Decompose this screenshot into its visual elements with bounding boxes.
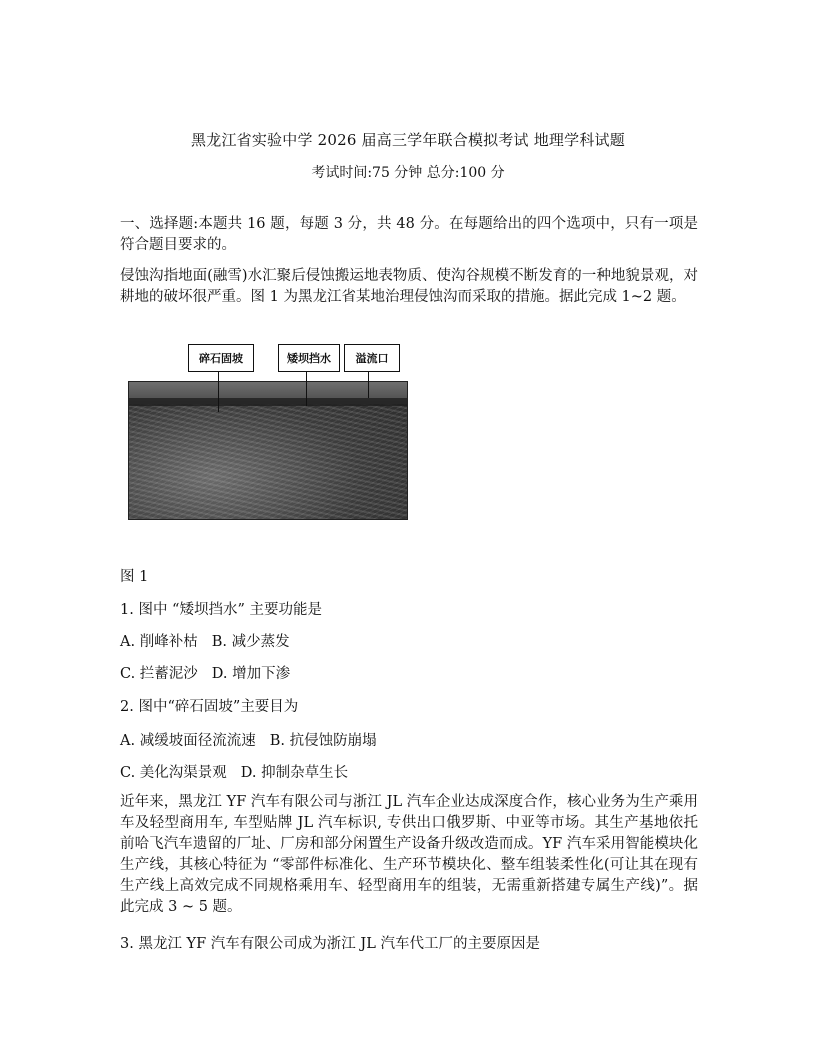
q1-option-b[interactable]: B. 减少蒸发 <box>211 634 290 650</box>
figure-caption: 图 1 <box>120 569 149 585</box>
section-instructions: 一、选择题:本题共 16 题，每题 3 分，共 48 分。在每题给出的四个选项中，只有一项是符合题目要求的。 <box>120 216 698 253</box>
exam-subtitle: 考试时间:75 分钟 总分:100 分 <box>311 165 505 181</box>
passage-yf-auto: 近年来，黑龙江 YF 汽车有限公司与浙江 JL 汽车企业达成深度合作，核心业务为生产乘用车及轻型商用车, 车型贴牌 JL 汽车标识, 专供出口俄罗斯、中亚等市场。其生产基地依托前哈飞汽车遗留的厂址、厂房和部分闲置生产设备升级改造而成。YF 汽车采用智能模块化生产线，其核心特征为 “零部件标准化、生产环节模块化、整车组装柔性化(可让其在现有生产线上高效完成不同规格乘用车、轻型商用车的组装，无需重新搭建专属生产线)”。据此完成 3 ~ 5 题。 <box>120 794 698 915</box>
callout-spillway: 溢流口 <box>344 344 400 372</box>
pointer-spillway <box>368 372 369 398</box>
question-1-options-row1 <box>120 630 290 651</box>
callout-gravel-slope: 碎石固坡 <box>188 344 254 372</box>
pointer-gravel-slope <box>218 372 219 412</box>
q1-option-a[interactable]: A. 削峰补枯 <box>120 634 198 650</box>
passage-erosion-gully: 侵蚀沟指地面(融雪)水汇聚后侵蚀搬运地表物质、使沟谷规模不断发育的一种地貌景观，对耕地的破坏很严重。图 1 为黑龙江省某地治理侵蚀沟而采取的措施。据此完成 1~2 题。 <box>120 268 698 305</box>
callout-low-dam: 矮坝挡水 <box>278 344 340 372</box>
q2-option-b[interactable]: B. 抗侵蚀防崩塌 <box>269 733 377 749</box>
gully-photo <box>128 381 408 520</box>
q2-option-a[interactable]: A. 减缓坡面径流流速 <box>120 733 256 749</box>
question-1-options-row2 <box>120 662 290 683</box>
pointer-low-dam <box>306 372 307 406</box>
question-2-options-row2 <box>120 761 348 782</box>
question-3-stem: 3. 黑龙江 YF 汽车有限公司成为浙江 JL 汽车代工厂的主要原因是 <box>120 936 540 952</box>
exam-title: 黑龙江省实验中学 2026 届高三学年联合模拟考试 地理学科试题 <box>191 131 625 149</box>
q2-option-d[interactable]: D. 抑制杂草生长 <box>240 765 349 781</box>
question-1-stem: 1. 图中 “矮坝挡水” 主要功能是 <box>120 602 322 618</box>
q1-option-d[interactable]: D. 增加下渗 <box>211 666 291 682</box>
question-2-stem: 2. 图中“碎石固坡”主要目为 <box>120 699 299 715</box>
question-2-options-row1 <box>120 729 377 750</box>
q1-option-c[interactable]: C. 拦蓄泥沙 <box>120 666 198 682</box>
photo-ridge <box>129 398 407 406</box>
q2-option-c[interactable]: C. 美化沟渠景观 <box>120 765 227 781</box>
figure-1 <box>128 344 408 519</box>
